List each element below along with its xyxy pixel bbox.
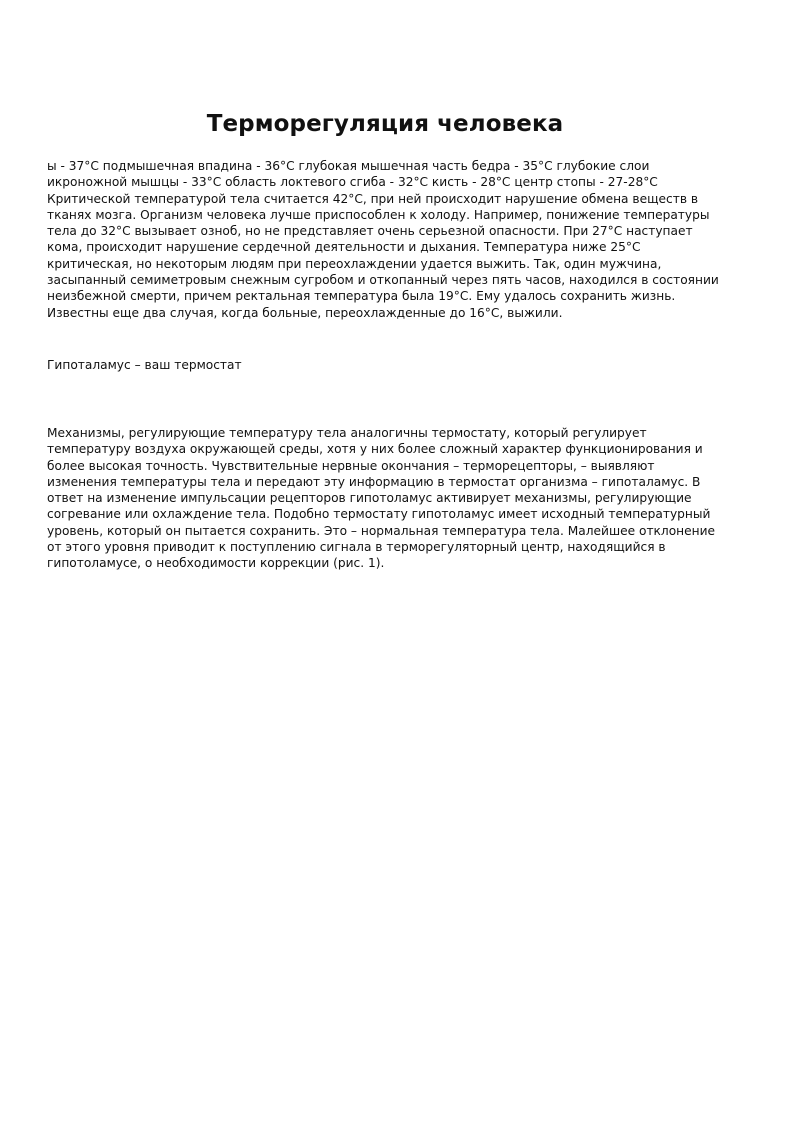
page-title: Терморегуляция человека xyxy=(206,111,564,138)
paragraph-mechanisms: Механизмы, регулирующие температуру тела аналогичны термостату, который регулирует температуру воздуха окружающей среды, хотя у них более сложный характер функционирования и более высокая точность. Чувствительные нервные окончания – терморецепторы, – выявляют изменения температуры тела и передают эту информацию в термостат организма – гипоталамус. В ответ на изменение импульсации рецепторов гипотоламус активирует механизмы, регулирующие согревание или охлаждение тела. Подобно термостату гипотоламус имеет исходный температурный уровень, который он пытается сохранить. Это – нормальная температура тела. Малейшее отклонение от этого уровня приводит к поступлению сигнала в терморегуляторный центр, находящийся в гипотоламусе, о необходимости коррекции (рис. 1). xyxy=(47,426,716,571)
paragraph-temperature-ranges: ы - 37°C подмышечная впадина - 36°C глубокая мышечная часть бедра - 35°C глубокие слои икроножной мышцы - 33°C область локтевого сгиба - 32°C кисть - 28°C центр стопы - 27-28°C Критической температурой тела считается 42°C, при ней происходит нарушение обмена веществ в тканях мозга. Организм человека лучше приспособлен к холоду. Например, понижение температуры тела до 32°C вызывает озноб, но не представляет очень серьезной опасности. При 27°C наступает кома, происходит нарушение сердечной деятельности и дыхания. Температура ниже 25°C критическая, но некоторым людям при переохлаждении удается выжить. Так, один мужчина, засыпанный семиметровым снежным сугробом и откопанный через пять часов, находился в состоянии неизбежной смерти, причем ректальная температура была 19°C. Ему удалось сохранить жизнь. Известны еще два случая, когда больные, переохлажденные до 16°C, выжили. xyxy=(47,159,719,320)
section-heading-hypothalamus: Гипоталамус – ваш термостат xyxy=(47,358,242,372)
